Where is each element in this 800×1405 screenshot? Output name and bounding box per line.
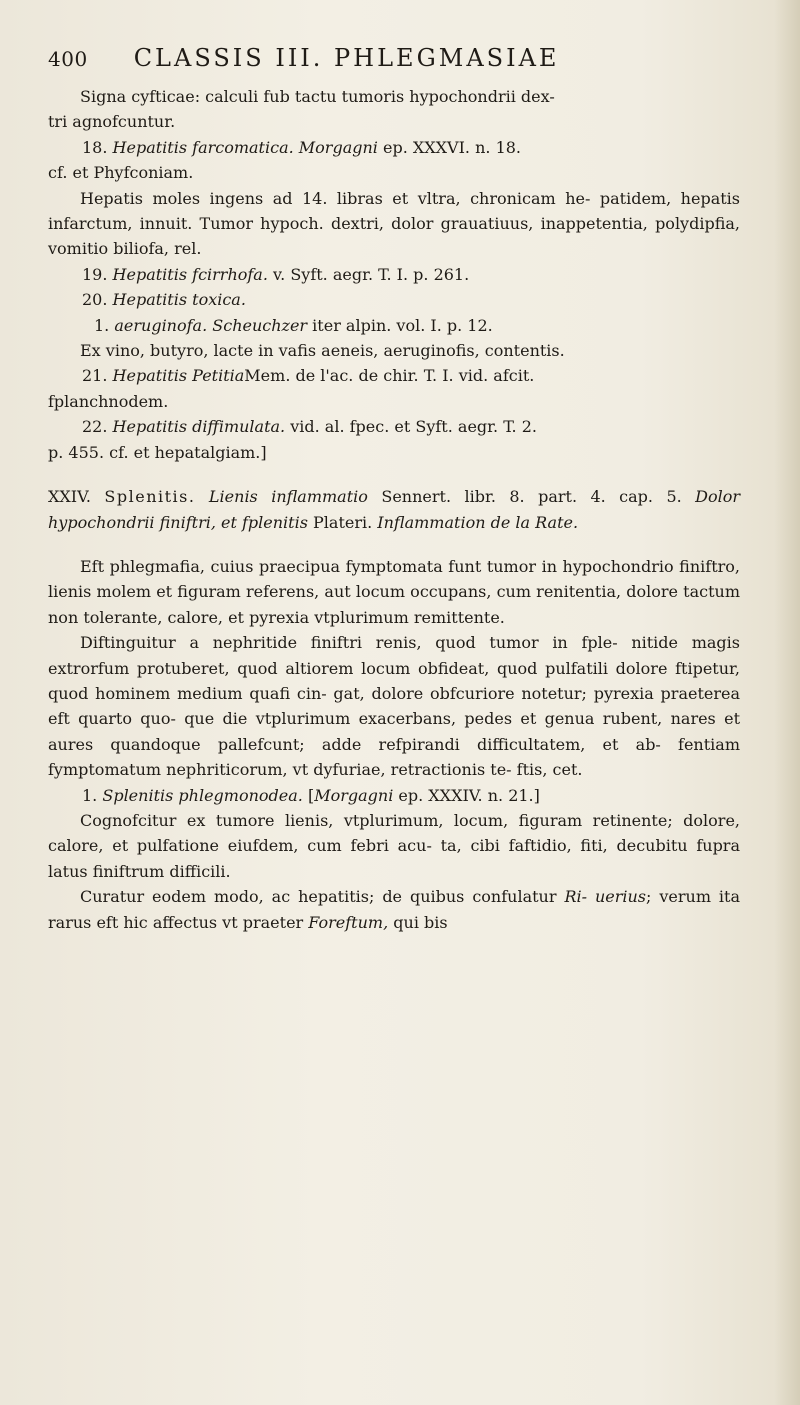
paragraph: Diftinguitur a nephritide finiftri renis, quod tumor in fple- nitide magis extrorfum protuberet, quod altiorem locum obfideat, quod pulfatili dolore ftipetur, quod hominem medium quafi cin- gat, dolore obfcuriore notetur; pyrexia praeterea eft quarto quo- que die vtplurimum exacerbans, pedes et genua rubent, nares et aures quandoque pallefcunt; adde refpirandi difficultatem, et ab- fentiam fymptomatum nephriticorum, vt dyfuriae, retractionis te- ftis, cet. xyxy=(48,633,740,780)
paragraph: Ex vino, butyro, lacte in vafis aeneis, aeruginofis, contentis. xyxy=(80,341,565,361)
entry-name: Hepatitis toxica. xyxy=(112,290,246,310)
entry-name: Splenitis phlegmonodea. xyxy=(102,785,303,805)
entry-20: 20. Hepatitis toxica. xyxy=(82,290,246,310)
text-line: p. 455. cf. et hepatalgiam.] xyxy=(48,442,267,462)
section-name: Splenitis. xyxy=(104,487,196,507)
page-edge-shadow xyxy=(774,0,800,1405)
text-line: Signa cyfticae: calculi fub tactu tumoris hypochondrii dex- xyxy=(80,87,555,106)
text-line: fplanchnodem. xyxy=(48,391,169,411)
entry-name: aeruginofa. xyxy=(114,315,208,335)
entry-name: Hepatitis fcirrhofa. xyxy=(112,264,268,284)
entry-19: 19. Hepatitis fcirrhofa. v. Syft. aegr. T. I. p. 261. xyxy=(82,264,470,284)
text-line: cf. et Phyfconiam. xyxy=(48,163,194,183)
running-title: CLASSIS III. PHLEGMASIAE xyxy=(133,44,560,72)
entry-18: 18. Hepatitis farcomatica. Morgagni ep. XXXVI. n. 18. xyxy=(82,137,522,157)
entry-1: 1. Splenitis phlegmonodea. [Morgagni ep. XXXIV. n. 21.] xyxy=(82,785,540,805)
entry-22: 22. Hepatitis diffimulata. vid. al. fpec. et Syft. aegr. T. 2. xyxy=(82,417,537,437)
page-number: 400 xyxy=(48,47,88,71)
entry-name: Hepatitis farcomatica. xyxy=(112,137,294,157)
entry-name: Hepatitis diffimulata. xyxy=(112,417,286,437)
paragraph: Curatur eodem modo, ac hepatitis; de quibus confulatur Ri- uerius; verum ita rarus eft hic affectus vt praeter Foreftum, qui bis xyxy=(48,887,741,932)
paragraph: Eft phlegmafia, cuius praecipua fymptomata funt tumor in hypochondrio finiftro, lienis molem et figuram referens, aut locum occupans, cum renitentia, dolore tactum non tolerante, calore, et pyrexia vtplurimum remittente. xyxy=(48,556,740,627)
paragraph: Cognofcitur ex tumore lienis, vtplurimum, locum, figuram retinente; dolore, calore, et pulfatione eiufdem, cum febri acu- ta, cibi faftidio, fiti, decubitu fupra latus finiftrum difficili. xyxy=(48,810,740,881)
entry-name: Hepatitis Petitia xyxy=(112,366,245,386)
entry-21: 21. Hepatitis PetitiaMem. de l'ac. de chir. T. I. vid. afcit. xyxy=(82,366,535,386)
paragraph: Hepatis moles ingens ad 14. libras et vltra, chronicam he- patidem, hepatis infarctum, innuit. Tumor hypoch. dextri, dolor grauatiuus, inappetentia, polydipfia, vomitio biliofa, rel. xyxy=(48,188,740,259)
running-header xyxy=(48,44,740,72)
entry-20-1: 1. aeruginofa. Scheuchzer iter alpin. vol. I. p. 12. xyxy=(94,315,493,335)
text-line: tri agnofcuntur. xyxy=(48,112,176,132)
section-heading-xxiv: XXIV. Splenitis. Lienis inflammatio Sennert. libr. 8. part. 4. cap. 5. Dolor hypochondrii finiftri, et fplenitis Plateri. Inflammation de la Rate. xyxy=(48,487,741,532)
